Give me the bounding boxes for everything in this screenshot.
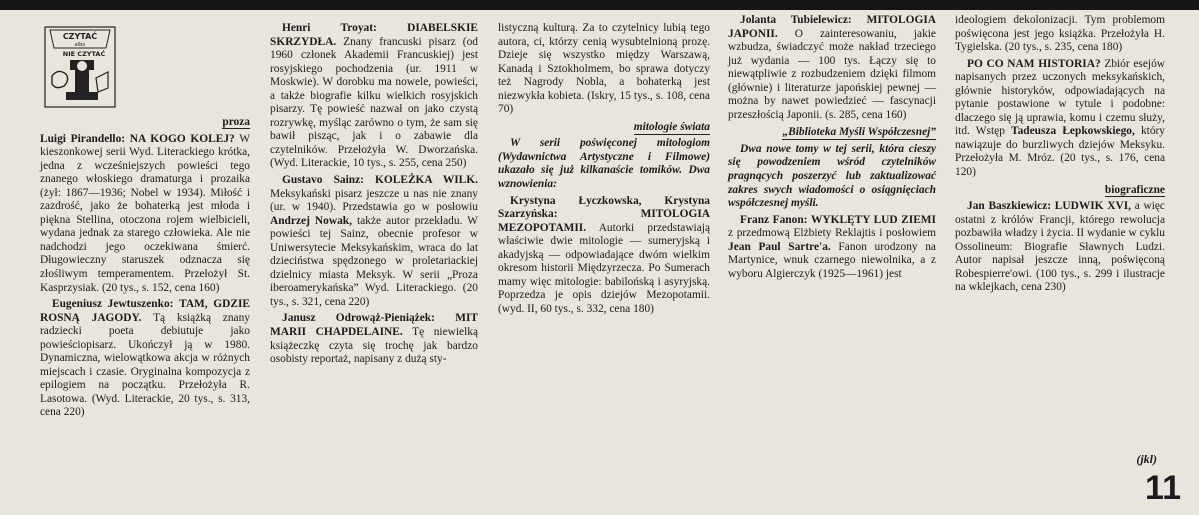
review-tubielewicz: Jolanta Tubielewicz: MITOLOGIA JAPONII. O zainteresowaniu, jakie wzbudza, świadczyć może nakład trzeciego już wydania — 100 tys. Łączy się to niewątpliwie z rozbudzeniem dzięki filmom (głównie) i literaturze japońskiej pewnej — można by nawet powiedzieć — fascynacji przeszłością Japonii. (s. 285, cena 160) [728, 14, 936, 121]
series-intro-biblioteka: Dwa nowe tomy w tej serii, która cieszy się powodzeniem wśród czytelników pragnących poszerzyć lub zaktualizować zakres swych wiadomości o osiągnięciach współczesnej myśli. [728, 142, 936, 210]
column-4 [728, 14, 936, 284]
svg-text:NIE CZYTAĆ: NIE CZYTAĆ [62, 50, 106, 58]
column-3 [498, 22, 710, 319]
review-jewtuszenko: Eugeniusz Jewtuszenko: TAM, GDZIE ROSNĄ JAGODY. Tą książką znany radziecki poeta debiutuje jako powieściopisarz. Ukończył ją w 1980. Dynamiczna, wielowątkowa akcja w różnych miejscach i czasie. Oryginalna kompozycja z epilogiem na początku. Przełożyła R. Lasotowa. (Wyd. Literackie, 20 tys., s. 313, cena 220) [40, 298, 250, 419]
review-fanon-continued: ideologiem dekolonizacji. Tym problemom poświęcona jest jego książka. Przełożyła H. Tygielska. (20 tys., s. 235, cena 180) [955, 14, 1165, 54]
review-troyat: Henri Troyat: DIABELSKIE SKRZYDŁA. Znany francuski pisarz (od 1960 członek Akademii Francuskiej) jest rosyjskiego pochodzenia (ur. 1911 w Moskwie). W dorobku ma nowele, powieści, a także biografie kilku wielkich rosyjskich pisarzy. Tę powieść nazwał on jako czystą rozrywkę, myśląc zarówno o tym, że sam się bawił pisząc, jak i o zabawie dla czytelników. Przełożyła W. Dworzańska. (Wyd. Literackie, 10 tys., s. 255, cena 250) [270, 22, 478, 170]
review-pirandello: Luigi Pirandello: NA KOGO KOLEJ? W kieszonkowej serii Wyd. Literackiego krótka, jedna z wcześniejszych powieści tego znanego włoskiego dramaturga i prozaika (żył: 1867—1936; Nobel w 1934). Miłość i zazdrość, jako że bohaterką jest młoda i piękna Stellina, otoczona rojem wielbicieli, wydana jednak za starego człowieka. Ale nie nadchodzi jego oczekiwana śmierć. Długowieczny staruszek odznacza się złośliwym temperamentem. Przełożył St. Kasprzysiak. (20 tys., s. 152, cena 160) [40, 132, 250, 294]
column-5 [955, 14, 1165, 298]
review-odrowaz-pieniazek: Janusz Odrowąż-Pieniążek: MIT MARII CHAPDELAINE. Tę niewielką książeczkę czyta się trochę jak bardzo osobisty reportaż, napisany z dużą sty- [270, 312, 479, 366]
review-sainz: Gustavo Sainz: KOLEŻKA WILK. Meksykański pisarz jeszcze u nas nie znany (ur. w 1940). Przedstawia go w posłowiu Andrzej Nowak, także autor przekładu. W powieści tej Sainz, obecnie profesor w Uniwersytecie Meksykańskim, wraca do lat dzieciństwa spędzonego w proletariackiej dzielnicy miasta Meksyk. W serii „Proza iberoamerykańska” Wyd. Literackiego. (20 tys., s. 321, cena 220) [270, 174, 478, 308]
review-odrowaz-continued: listyczną kulturą. Za to czytelnicy lubią tego autora, ci, którzy cenią wysubtelnioną prozę. Dzieje się wszystko między Warszawą, Kanadą i Sztokholmem, bo sprawa dotyczy też Nagrody Nobla, a bohaterką jest niezwykła kobieta. (Iskry, 15 tys., s. 108, cena 70) [498, 22, 710, 116]
review-baszkiewicz: Jan Baszkiewicz: LUDWIK XVI, a więc ostatni z królów Francji, którego rewolucja pozbawiła władzy i życia. II wydanie w cyklu Ossolineum: Biografie Sławnych Ludzi. Autor napisał jeszcze inną, poświęconą Robespierre'owi. (100 tys., s. 299 i ilustracje na wklejkach, cena 230) [955, 200, 1165, 294]
author-signoff: (jkl) [1136, 452, 1157, 466]
svg-text:CZYTAĆ: CZYTAĆ [62, 32, 98, 41]
section-header-biograficzne: biograficzne [1104, 183, 1165, 196]
column-2 [270, 22, 478, 370]
page-number: 11 [1145, 469, 1181, 507]
series-intro-mitologie: W serii poświęconej mitologiom (Wydawnictwa Artystyczne i Filmowe) ukazało się już kilkanaście tomików. Dwa wznowienia: [498, 137, 710, 191]
review-fanon: Franz Fanon: WYKLĘTY LUD ZIEMI z przedmową Elżbiety Reklajtis i posłowiem Jean Paul Sartre'a. Fanon urodzony na Martynice, wnuk czarnego niewolnika, a z wyboru Algierczyk (1925—1961) jest [728, 213, 936, 280]
top-rule [0, 0, 1199, 10]
column-1 [40, 112, 250, 423]
section-header-mitologie: mitologie świata [633, 120, 710, 133]
svg-text:albo: albo [74, 42, 86, 48]
czytac-logo-icon [44, 26, 116, 108]
review-po-co-nam-historia: PO CO NAM HISTORIA? Zbiór esejów napisanych przez uczonych meksykańskich, głównie historyków, odpowiadających na pytanie postawione w tytule i podobne: dlaczego się ją uprawia, komu i czemu służy, itd. Wstęp Tadeusza Łepkowskiego, który nawiązuje do burzliwych dziejów Meksyku. Przełożyła M. Mróz. (20 tys., s. 176, cena 120) [955, 57, 1165, 179]
review-mitologia-mezopotamii: Krystyna Łyczkowska, Krystyna Szarzyńska: MITOLOGIA MEZOPOTAMII. Autorki przedstawiają właściwie dwie mitologie — sumeryjską i akadyjską — odpowiadające dwóm wielkim okresom historii Międzyrzecza. Po Sumerach mamy więc mitologie: babilońską i asyryjską. Poprzedza je opis dziejów Mezopotamii. (wyd. II, 60 tys., s. 332, cena 180) [498, 194, 710, 315]
section-header-proza: proza [222, 116, 250, 128]
section-header-biblioteka: „Biblioteka Myśli Współczesnej” [782, 126, 936, 139]
